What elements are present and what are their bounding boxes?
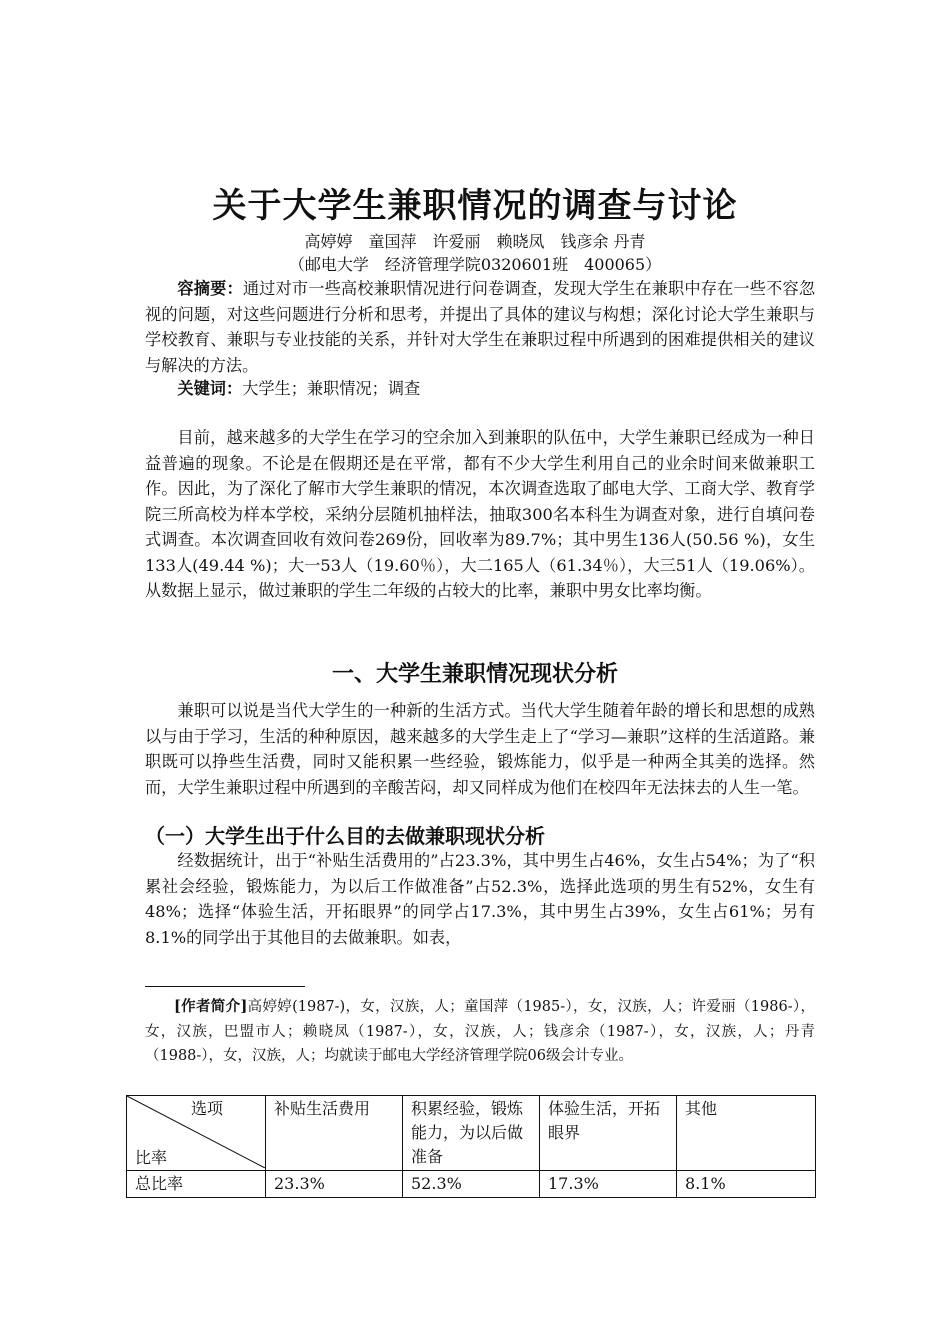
table-header: 体验生活，开拓眼界	[540, 1096, 677, 1171]
corner-label-top: 选项	[190, 1099, 223, 1118]
keywords-text: 大学生；兼职情况；调查	[242, 379, 421, 398]
section-1-text: 兼职可以说是当代大学生的一种新的生活方式。当代大学生随着年龄的增长和思想的成熟以与由于学习，生活的种种原因，越来越多的大学生走上了“学习—兼职”这样的生活道路。兼职既可以挣些生活费，同时又能积累一些经验，锻炼能力，似乎是一种两全其美的选择。然而，大学生兼职过程中所遇到的辛酸苦闷，却又同样成为他们在校四年无法抹去的人生一笔。	[145, 701, 815, 797]
table-header: 其他	[677, 1096, 816, 1171]
abstract-label: 容摘要：	[177, 279, 243, 298]
purpose-table	[126, 1095, 816, 1198]
keywords-label: 关键词：	[177, 379, 243, 398]
footnote-divider	[145, 986, 305, 987]
table-cell: 23.3%	[266, 1171, 403, 1198]
footnote-text: 高婷婷(1987-)，女，汉族，人；童国萍（1985-），女，汉族，人；许爱丽（1986-），女，汉族，巴盟市人；赖晓凤（1987-），女，汉族，人；钱彦余（1987-），女，汉族，人；丹青（1988-），女，汉族，人；均就读于邮电大学经济管理学院06级会计专业。	[145, 999, 815, 1064]
table-row	[127, 1171, 816, 1198]
table-cell: 8.1%	[677, 1171, 816, 1198]
subsection-1-paragraph	[145, 848, 815, 950]
section-heading-1: 一、大学生兼职情况现状分析	[331, 662, 618, 687]
subsection-1-text: 经数据统计，出于“补贴生活费用的”占23.3%，其中男生占46%，女生占54%；为了“积累社会经验，锻炼能力，为以后工作做准备”占52.3%，选择此选项的男生有52%，女生有48%；选择“体验生活，开拓眼界”的同学占17.3%，其中男生占39%，女生占61%；另有8.1%的同学出于其他目的去做兼职。如表，	[145, 851, 815, 947]
table-header: 积累经验，锻炼能力，为以后做准备	[403, 1096, 540, 1171]
table-cell: 52.3%	[403, 1171, 540, 1198]
intro-paragraph	[145, 425, 815, 604]
subsection-heading-1: （一）大学生出于什么目的去做兼职现状分析	[145, 824, 545, 848]
abstract-text: 通过对市一些高校兼职情况进行问卷调查，发现大学生在兼职中存在一些不容忽视的问题，对这些问题进行分析和思考，并提出了具体的建议与构想；深化讨论大学生兼职与学校教育、兼职与专业技能的关系，并针对大学生在兼职过程中所遇到的困难提供相关的建议与解决的方法。	[145, 279, 816, 375]
intro-text: 目前，越来越多的大学生在学习的空余加入到兼职的队伍中，大学生兼职已经成为一种日益普遍的现象。不论是在假期还是在平常，都有不少大学生利用自己的业余时间来做兼职工作。因此，为了深化了解市大学生兼职的情况，本次调查选取了邮电大学、工商大学、教育学院三所高校为样本学校，采纳分层随机抽样法，抽取300名本科生为调查对象，进行自填问卷式调查。本次调查回收有效问卷269份，回收率为89.7%；其中男生136人(50.56 %)，女生133人(49.44 %)；大一53人（19.60％），大二165人（61.34％），大三51人（19.06%）。从数据上显示，做过兼职的学生二年级的占较大的比率，兼职中男女比率均衡。	[145, 428, 815, 600]
table-header: 补贴生活费用	[266, 1096, 403, 1171]
affiliation: （邮电大学 经济管理学院0320601班 400065）	[288, 255, 662, 274]
section-1-paragraph	[145, 698, 815, 800]
keywords	[145, 376, 815, 402]
document-title: 关于大学生兼职情况的调查与讨论	[212, 186, 738, 226]
table-cell: 17.3%	[540, 1171, 677, 1198]
footnote	[145, 995, 815, 1069]
author-list: 高婷婷 童国萍 许爱丽 赖晓凤 钱彦余 丹青	[304, 232, 646, 251]
abstract	[145, 276, 815, 378]
footnote-label: [作者简介]	[174, 998, 248, 1015]
table-header-row	[127, 1096, 816, 1171]
table-row-label: 总比率	[127, 1171, 266, 1198]
corner-label-bottom: 比率	[135, 1148, 168, 1167]
table-corner-cell	[127, 1096, 266, 1171]
